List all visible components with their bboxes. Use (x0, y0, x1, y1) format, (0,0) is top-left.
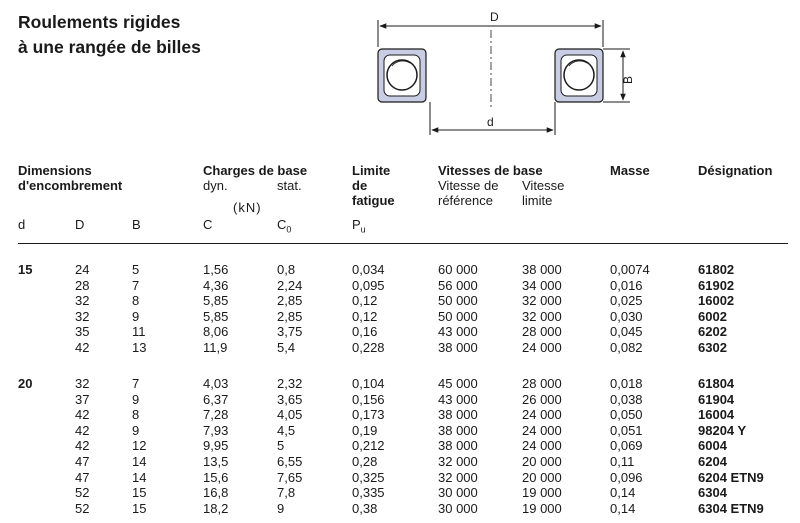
header-vitesse-reference: Vitesse de référence (438, 178, 499, 208)
label-D: D (490, 10, 499, 24)
table-row (0, 376, 800, 391)
cell-masse: 0,025 (610, 293, 643, 309)
cell-C0: 6,55 (277, 454, 303, 469)
symbol-B: B (132, 217, 141, 232)
cell-Pu: 0,12 (352, 293, 378, 309)
symbol-Pu: $P_u$ (352, 217, 366, 235)
cell-designation: 61902 (698, 277, 735, 293)
cell-vitesse-reference: 30 000 (438, 500, 478, 516)
cell-masse: 0,051 (610, 422, 643, 438)
cell-C0: 7,8 (277, 485, 296, 501)
cell-C: 6,37 (203, 391, 229, 407)
cell-B: 7 (132, 376, 140, 391)
cell-B: 9 (132, 422, 140, 438)
cell-Pu: 0,16 (352, 324, 378, 340)
cell-C0: 5,4 (277, 340, 296, 355)
symbol-D: D (75, 217, 85, 232)
header-designation: Désignation (698, 163, 773, 178)
table-row (0, 470, 800, 485)
cell-vitesse-reference: 38 000 (438, 407, 478, 423)
cell-C: 16,8 (203, 485, 229, 501)
header-limite-fatigue: Limite de fatigue (352, 163, 395, 208)
cell-designation: 6204 ETN9 (698, 469, 764, 485)
table-row (0, 485, 800, 500)
cell-Pu: 0,38 (352, 500, 378, 516)
cell-D: 52 (75, 500, 90, 516)
bearing-diagram (370, 2, 640, 137)
cell-C0: 4,05 (277, 407, 303, 423)
table-row (0, 278, 800, 293)
header-kn-unit: (kN) (233, 200, 262, 215)
cell-vitesse-reference: 38 000 (438, 438, 478, 454)
page-title (18, 10, 201, 60)
table-row (0, 407, 800, 422)
table-row (0, 454, 800, 469)
cell-C: 11,9 (203, 340, 228, 355)
cell-D: 37 (75, 391, 90, 407)
cell-vitesse-reference: 38 000 (438, 340, 478, 355)
table-row (0, 340, 800, 355)
cell-masse: 0,14 (610, 500, 636, 516)
header-charges: Charges de base (203, 163, 308, 178)
cell-vitesse-limite: 20 000 (522, 454, 562, 469)
cell-B: 13 (132, 340, 147, 355)
table-row (0, 438, 800, 453)
cell-Pu: 0,104 (352, 376, 385, 391)
cell-vitesse-limite: 19 000 (522, 500, 562, 516)
cell-D: 32 (75, 293, 90, 309)
table-row (0, 309, 800, 324)
cell-masse: 0,038 (610, 391, 643, 407)
cell-C0: 2,24 (277, 277, 303, 293)
cell-C: 7,93 (203, 422, 229, 438)
header-vitesses: Vitesses de base (438, 163, 543, 178)
cell-vitesse-reference: 43 000 (438, 324, 478, 340)
cell-C: 9,95 (203, 438, 229, 454)
cell-masse: 0,018 (610, 376, 643, 391)
cell-designation: 16002 (698, 293, 735, 309)
cell-D: 35 (75, 324, 90, 340)
cell-masse: 0,045 (610, 324, 643, 340)
header-dimensions: Dimensions d'encombrement (18, 163, 123, 193)
cell-d: 15 (18, 262, 33, 277)
cell-designation: 6004 (698, 438, 727, 454)
cell-Pu: 0,095 (352, 277, 385, 293)
cell-B: 14 (132, 469, 147, 485)
cell-C: 5,85 (203, 293, 229, 309)
cell-D: 42 (75, 438, 90, 454)
cell-vitesse-reference: 50 000 (438, 293, 478, 309)
cell-vitesse-limite: 20 000 (522, 469, 562, 485)
cell-vitesse-limite: 24 000 (522, 438, 562, 454)
cell-C: 5,85 (203, 308, 229, 324)
cell-masse: 0,050 (610, 407, 643, 423)
cell-Pu: 0,228 (352, 340, 385, 355)
cell-masse: 0,082 (610, 340, 643, 355)
bearing-section-left (378, 49, 426, 102)
cell-vitesse-limite: 28 000 (522, 376, 562, 391)
cell-C0: 0,8 (277, 262, 296, 277)
cell-B: 9 (132, 391, 140, 407)
cell-vitesse-limite: 24 000 (522, 340, 562, 355)
cell-designation: 98204 Y (698, 422, 747, 438)
table-row (0, 423, 800, 438)
cell-B: 11 (132, 324, 146, 340)
cell-C0: 9 (277, 500, 285, 516)
cell-C0: 3,65 (277, 391, 303, 407)
table-row (0, 293, 800, 308)
symbol-C0: $C_0$ (277, 217, 292, 235)
cell-vitesse-reference: 50 000 (438, 308, 478, 324)
cell-designation: 6302 (698, 340, 727, 355)
table-row (0, 262, 800, 277)
cell-D: 42 (75, 422, 90, 438)
cell-designation: 6304 ETN9 (698, 500, 764, 516)
cell-C0: 2,32 (277, 376, 303, 391)
header-divider (18, 243, 788, 244)
cell-Pu: 0,12 (352, 308, 378, 324)
cell-vitesse-limite: 32 000 (522, 293, 562, 309)
cell-Pu: 0,156 (352, 391, 385, 407)
cell-D: 42 (75, 407, 90, 423)
cell-C0: 2,85 (277, 293, 303, 309)
cell-C: 15,6 (203, 469, 229, 485)
cell-designation: 6002 (698, 308, 727, 324)
cell-C: 7,28 (203, 407, 229, 423)
cell-vitesse-limite: 24 000 (522, 407, 562, 423)
cell-D: 52 (75, 485, 90, 501)
cell-D: 42 (75, 340, 90, 355)
cell-vitesse-reference: 38 000 (438, 422, 478, 438)
cell-Pu: 0,325 (352, 469, 385, 485)
cell-masse: 0,14 (610, 485, 636, 501)
cell-vitesse-limite: 28 000 (522, 324, 562, 340)
cell-Pu: 0,034 (352, 262, 385, 277)
cell-designation: 61802 (698, 262, 735, 277)
cell-C0: 5 (277, 438, 285, 454)
cell-C: 8,06 (203, 324, 229, 340)
cell-B: 7 (132, 277, 140, 293)
cell-vitesse-reference: 56 000 (438, 277, 478, 293)
cell-d: 20 (18, 376, 33, 391)
cell-masse: 0,096 (610, 469, 643, 485)
table-row (0, 324, 800, 339)
header-dyn: dyn. (203, 178, 228, 193)
cell-vitesse-limite: 19 000 (522, 485, 562, 501)
title-line-1: Roulements rigides (18, 12, 181, 32)
cell-designation: 6202 (698, 324, 727, 340)
cell-B: 15 (132, 485, 147, 501)
cell-C0: 2,85 (277, 308, 303, 324)
cell-vitesse-limite: 34 000 (522, 277, 562, 293)
cell-B: 8 (132, 293, 140, 309)
cell-masse: 0,030 (610, 308, 643, 324)
cell-vitesse-limite: 38 000 (522, 262, 562, 277)
cell-designation: 6304 (698, 485, 727, 501)
cell-vitesse-reference: 43 000 (438, 391, 478, 407)
cell-masse: 0,016 (610, 277, 643, 293)
cell-Pu: 0,19 (352, 422, 378, 438)
cell-designation: 61804 (698, 376, 735, 391)
cell-masse: 0,069 (610, 438, 643, 454)
symbol-d: d (18, 217, 26, 232)
cell-B: 8 (132, 407, 140, 423)
cell-vitesse-limite: 26 000 (522, 391, 562, 407)
cell-masse: 0,0074 (610, 262, 650, 277)
cell-Pu: 0,28 (352, 454, 378, 469)
cell-B: 15 (132, 500, 147, 516)
cell-designation: 6204 (698, 454, 727, 469)
cell-B: 12 (132, 438, 147, 454)
label-d: d (487, 115, 494, 129)
cell-D: 32 (75, 308, 90, 324)
cell-D: 28 (75, 277, 90, 293)
title-line-2: à une rangée de billes (18, 37, 201, 57)
cell-C: 4,36 (203, 277, 229, 293)
cell-D: 32 (75, 376, 90, 391)
label-B: B (621, 75, 635, 84)
cell-vitesse-reference: 30 000 (438, 485, 478, 501)
header-masse: Masse (610, 163, 650, 178)
table-row (0, 501, 800, 516)
bearing-section-right (555, 49, 603, 102)
cell-B: 14 (132, 454, 147, 469)
cell-C: 13,5 (203, 454, 229, 469)
cell-B: 9 (132, 308, 140, 324)
cell-vitesse-reference: 32 000 (438, 469, 478, 485)
cell-vitesse-reference: 32 000 (438, 454, 478, 469)
cell-C: 4,03 (203, 376, 229, 391)
cell-D: 24 (75, 262, 90, 277)
symbol-C: C (203, 217, 213, 232)
cell-vitesse-reference: 60 000 (438, 262, 478, 277)
cell-D: 47 (75, 469, 90, 485)
header-vitesse-limite: Vitesse limite (522, 178, 565, 208)
cell-B: 5 (132, 262, 140, 277)
table-row (0, 392, 800, 407)
cell-C: 1,56 (203, 262, 229, 277)
cell-vitesse-limite: 32 000 (522, 308, 562, 324)
cell-designation: 16004 (698, 407, 735, 423)
cell-C0: 3,75 (277, 324, 303, 340)
header-stat: stat. (277, 178, 302, 193)
cell-vitesse-limite: 24 000 (522, 422, 562, 438)
cell-designation: 61904 (698, 391, 735, 407)
cell-vitesse-reference: 45 000 (438, 376, 478, 391)
cell-C: 18,2 (203, 500, 229, 516)
cell-Pu: 0,335 (352, 485, 385, 501)
cell-C0: 7,65 (277, 469, 303, 485)
cell-C0: 4,5 (277, 422, 296, 438)
cell-D: 47 (75, 454, 90, 469)
cell-Pu: 0,173 (352, 407, 385, 423)
cell-masse: 0,11 (610, 454, 635, 469)
cell-Pu: 0,212 (352, 438, 385, 454)
